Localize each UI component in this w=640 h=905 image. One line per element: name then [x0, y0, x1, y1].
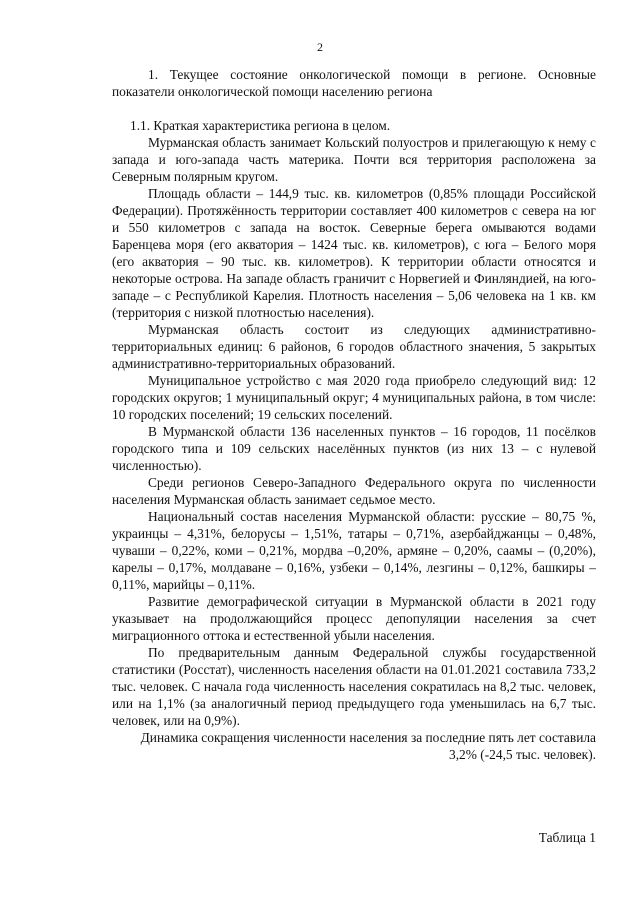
paragraph-municipal-structure: Муниципальное устройство с мая 2020 года приобрело следующий вид: 12 городских округов; 1 муниципальный округ; 4 муниципальных района, в том числе: 10 городских поселений; 19 сельских поселений. — [112, 373, 596, 422]
paragraph-location: Мурманская область занимает Кольский полуостров и прилегающую к нему с запада и юго-запада часть материка. Почти вся территория расположена за Северным полярным кругом. — [112, 135, 596, 184]
paragraph-settlements: В Мурманской области 136 населенных пунктов – 16 городов, 11 посёлков городского типа и 109 сельских населённых пунктов (из них 13 – с нулевой численностью). — [112, 424, 596, 473]
table-caption: Таблица 1 — [538, 830, 596, 845]
paragraph-admin-units: Мурманская область состоит из следующих административно-территориальных единиц: 6 районов, 6 городов областного значения, 5 закрытых административно-территориальных образований. — [112, 322, 596, 371]
paragraph-rank: Среди регионов Северо-Западного Федерального округа по численности населения Мурманская область занимает седьмое место. — [112, 475, 596, 507]
document-body — [112, 66, 596, 763]
subsection-heading: 1.1. Краткая характеристика региона в целом. — [130, 118, 391, 133]
paragraph-area: Площадь области – 144,9 тыс. кв. километров (0,85% площади Российской Федерации). Протяжённость территории составляет 400 километров с севера на юг и 550 километров с запада на восток. Северные берега омываются водами Баренцева моря (его акватория – 1424 тыс. кв. километров), с юга – Белого моря (его акватория – 90 тыс. кв. километров). К территории области относятся и некоторые острова. На западе область граничит с Норвегией и Финляндией, на юго-западе – с Республикой Карелия. Плотность населения – 5,06 человека на 1 кв. км (территория с низкой плотностью населения). — [112, 186, 596, 320]
paragraph-population: По предварительным данным Федеральной службы государственной статистики (Росстат), численность населения области на 01.01.2021 составила 733,2 тыс. человек. С начала года численность населения сократилась на 8,2 тыс. человек, или на 1,1% (за аналогичный период предыдущего года уменьшилась на 6,7 тыс. человек, или на 0,9%). — [112, 645, 596, 728]
page-number: 2 — [317, 40, 323, 54]
paragraph-demography: Развитие демографической ситуации в Мурманской области в 2021 году указывает на продолжающийся процесс депопуляции населения за счет миграционного оттока и естественной убыли населения. — [112, 594, 596, 643]
paragraph-ethnic-composition: Национальный состав населения Мурманской области: русские – 80,75 %, украинцы – 4,31%, белорусы – 1,51%, татары – 0,71%, азербайджанцы – 0,48%, чуваши – 0,22%, коми – 0,21%, мордва –0,20%, армяне – 0,20%, саамы – (0,20%), карелы – 0,17%, молдаване – 0,16%, узбеки – 0,14%, лезгины – 0,12%, башкиры – 0,11%, марийцы – 0,11%. — [112, 509, 596, 592]
paragraph-population-dynamics: Динамика сокращения численности населения за последние пять лет составила 3,2% (-24,5 тыс. человек). — [140, 730, 596, 762]
section-heading: 1. Текущее состояние онкологической помощи в регионе. Основные показатели онкологической помощи населению региона — [112, 67, 596, 99]
